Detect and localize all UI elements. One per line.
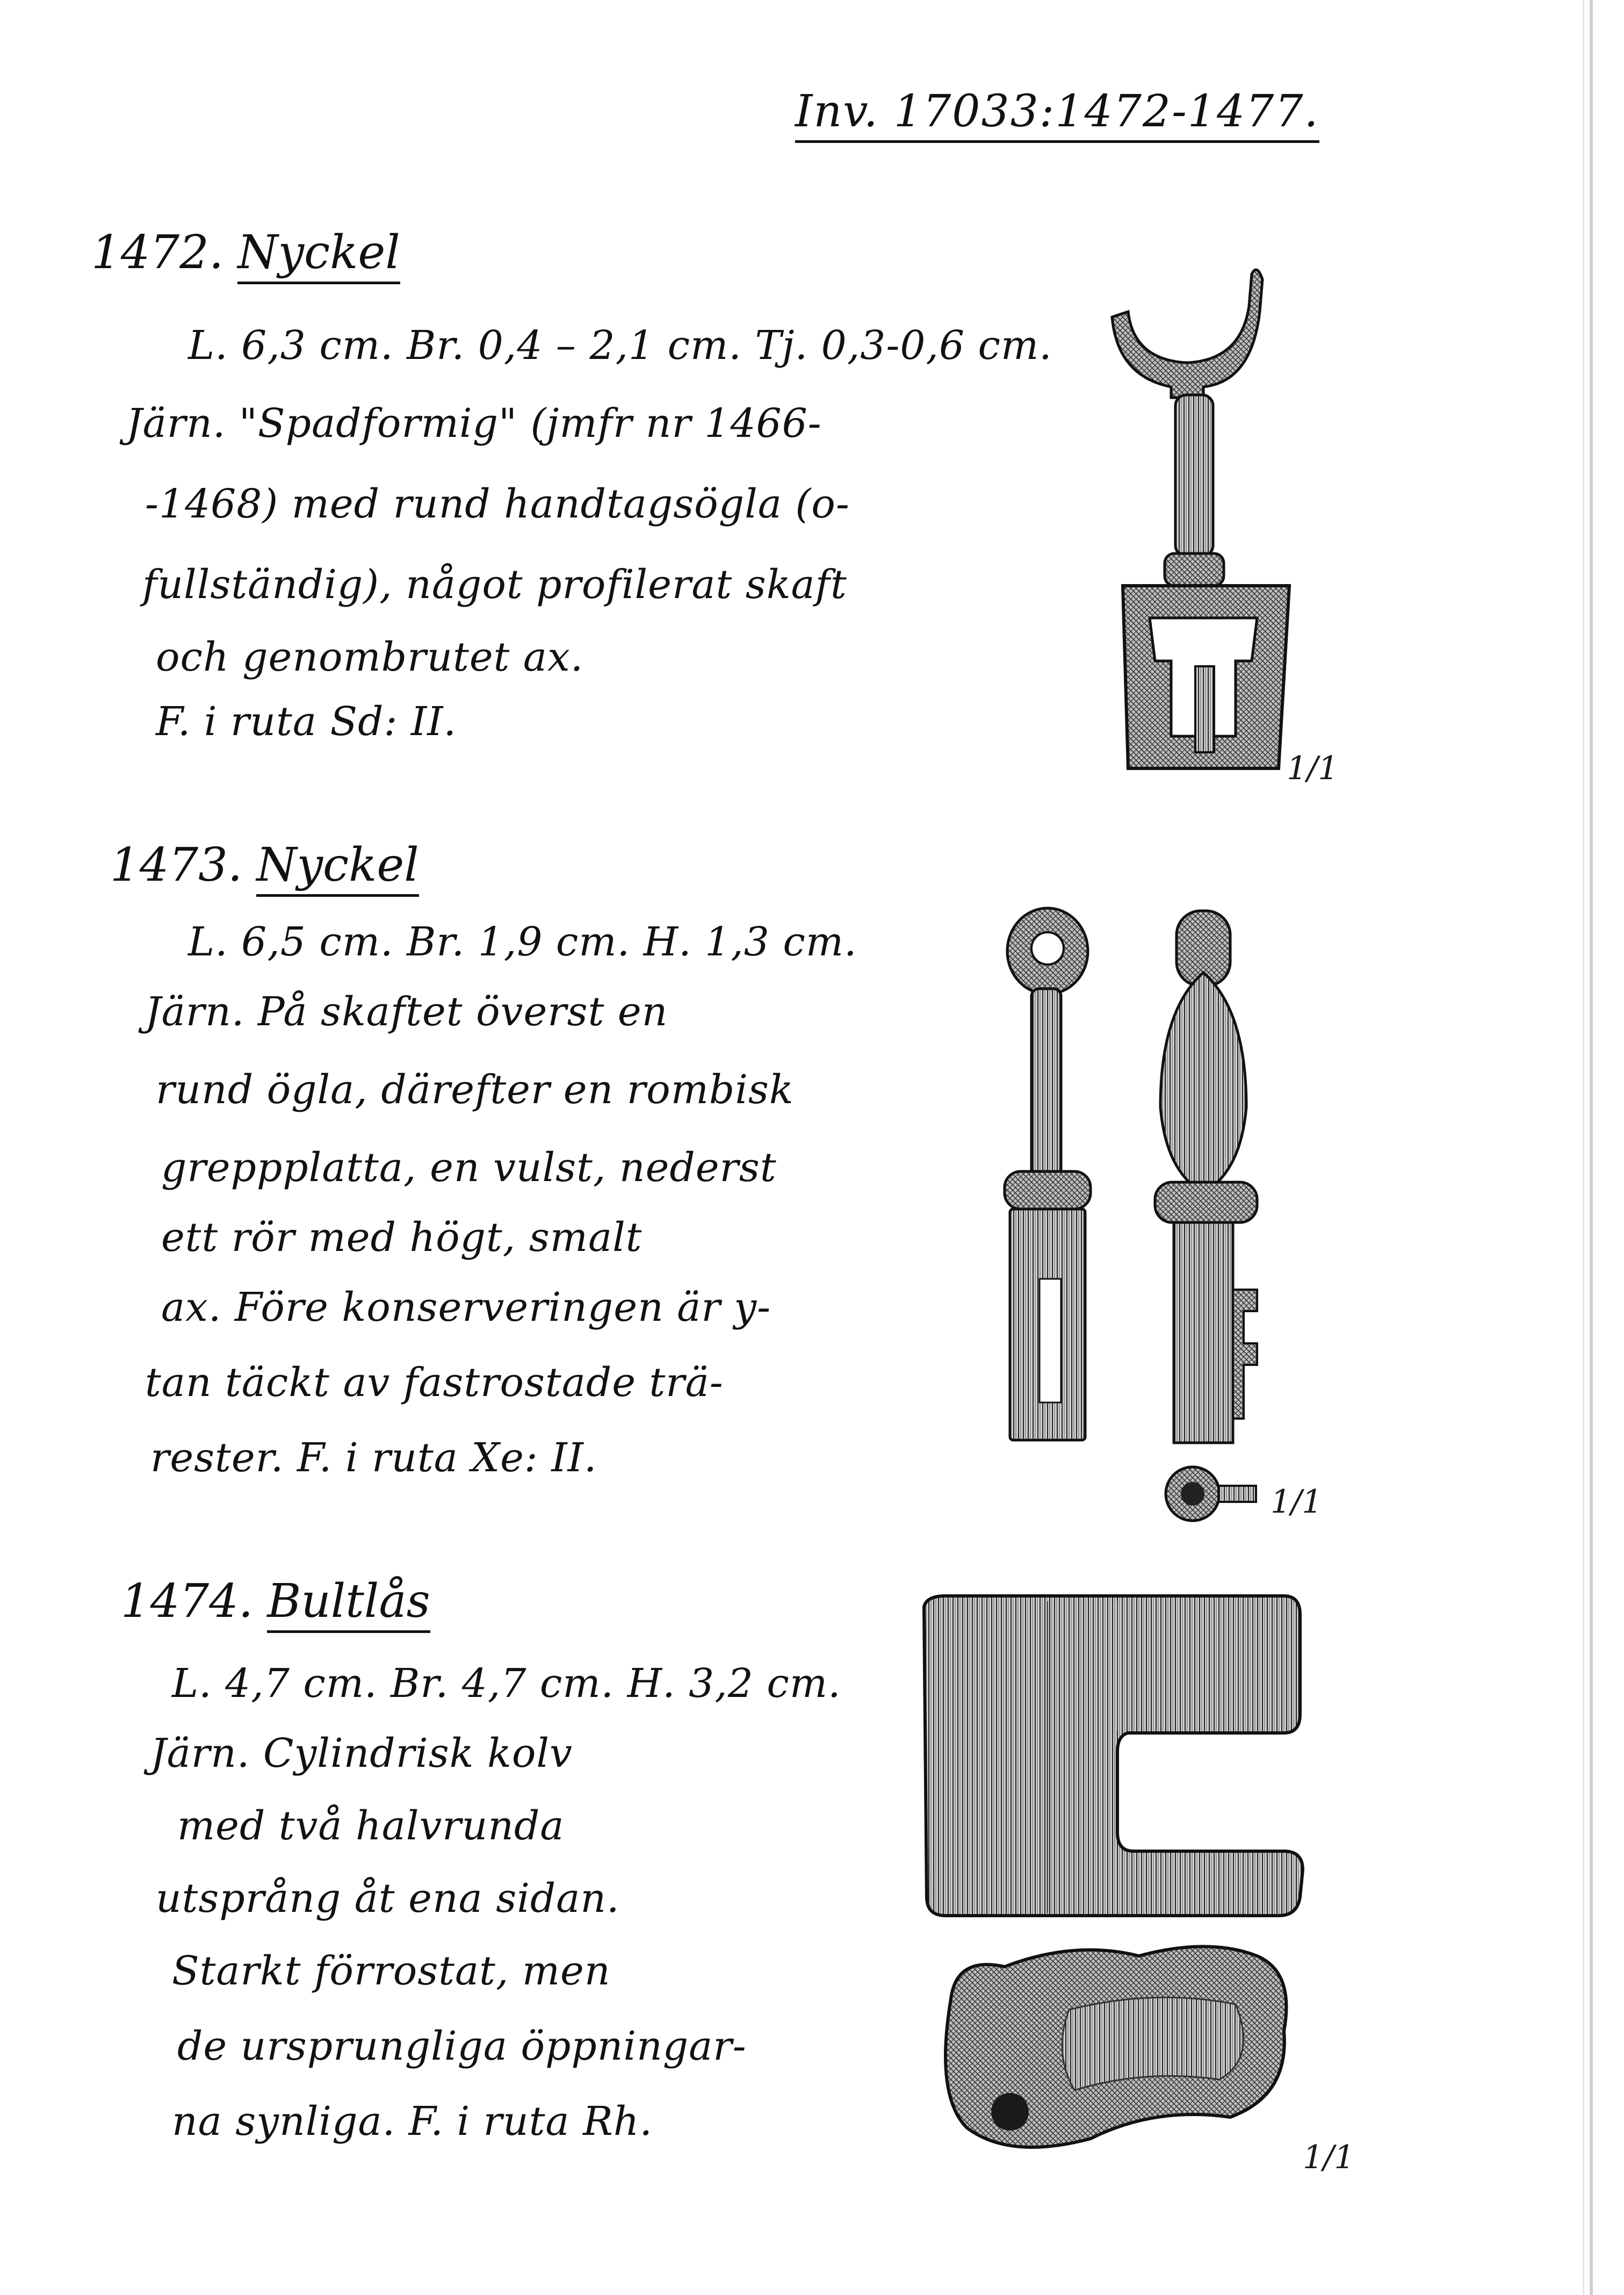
entry-number: 1473. [110, 838, 243, 892]
entry-1473-line-8: rester. F. i ruta Xe: II. [150, 1435, 597, 1481]
entry-1474-line-2: Järn. Cylindrisk kolv [150, 1730, 573, 1776]
entry-1473-line-5: ett rör med högt, smalt [161, 1214, 643, 1261]
entry-1473-line-2: Järn. På skaftet överst en [145, 989, 668, 1035]
entry-number: 1472. [91, 226, 224, 279]
entry-1473-line-6: ax. Före konserveringen är y- [161, 1284, 771, 1330]
entry-1474-line-4: utsprång åt ena sidan. [156, 1875, 620, 1922]
entry-1474-line-6: de ursprungliga öppningar- [177, 2023, 747, 2069]
scale-1473: 1/1 [1271, 1483, 1323, 1521]
key-1472-drawing [1096, 253, 1322, 779]
entry-1472-line-1: L. 6,3 cm. Br. 0,4 – 2,1 cm. Tj. 0,3-0,6 cm. [188, 322, 1052, 369]
entry-name: Bultlås [267, 1574, 430, 1633]
entry-name: Nyckel [256, 838, 419, 897]
entry-1472-line-2: Järn. "Spadformig" (jmfr nr 1466- [126, 400, 822, 447]
page-edge [1590, 0, 1593, 2295]
inventory-number: Inv. 17033:1472-1477. [795, 86, 1319, 143]
key-1473-front-drawing [1150, 903, 1273, 1451]
entry-1473-line-7: tan täckt av fastrostade trä- [145, 1359, 724, 1406]
key-1473-side-drawing [988, 903, 1112, 1451]
entry-1473-line-3: rund ögla, därefter en rombisk [156, 1067, 794, 1113]
entry-1474-line-7: na synliga. F. i ruta Rh. [172, 2098, 653, 2145]
entry-number: 1474. [121, 1574, 254, 1628]
entry-1474-title [121, 1574, 430, 1628]
entry-1472-line-6: F. i ruta Sd: II. [156, 699, 457, 745]
page-edge-shadow [1583, 0, 1584, 2295]
entry-1473-line-1: L. 6,5 cm. Br. 1,9 cm. H. 1,3 cm. [188, 919, 857, 965]
entry-name: Nyckel [237, 226, 400, 284]
entry-1474-line-3: med två halvrunda [177, 1803, 565, 1849]
scale-1474: 1/1 [1303, 2139, 1355, 2176]
entry-1472-line-3: -1468) med rund handtagsögla (o- [145, 481, 850, 527]
entry-1473-title [110, 838, 419, 892]
bolt-lock-1474-end-drawing [929, 1934, 1305, 2165]
entry-1474-line-5: Starkt förrostat, men [172, 1948, 611, 1994]
bolt-lock-1474-drawing [913, 1591, 1311, 1924]
entry-1472-title [91, 226, 400, 279]
entry-1473-line-4: greppplatta, en vulst, nederst [161, 1145, 777, 1191]
entry-1472-line-5: och genombrutet ax. [156, 634, 584, 680]
entry-1474-line-1: L. 4,7 cm. Br. 4,7 cm. H. 3,2 cm. [172, 1660, 841, 1707]
scale-1472: 1/1 [1287, 750, 1339, 787]
key-1473-end-drawing [1160, 1462, 1262, 1526]
entry-1472-line-4: fullständig), något profilerat skaft [142, 562, 847, 608]
